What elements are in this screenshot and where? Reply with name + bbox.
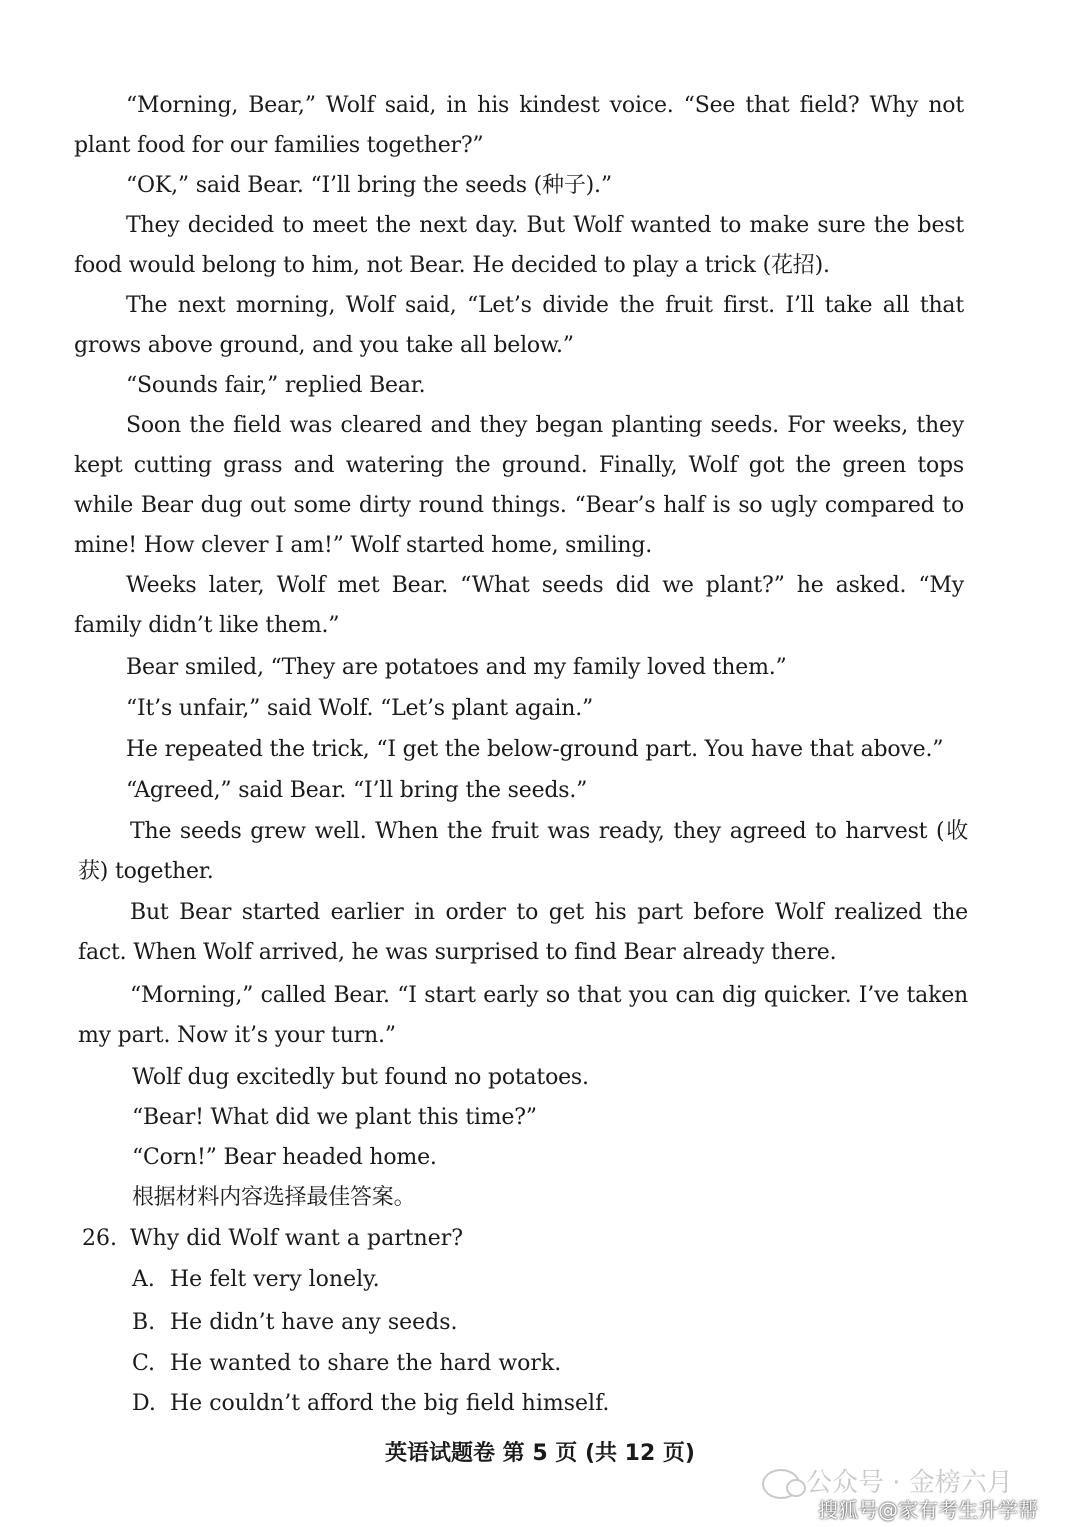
option-text: He wanted to share the hard work. [170, 1351, 562, 1376]
option-text: He felt very lonely. [170, 1267, 380, 1292]
question-number: 26. [82, 1226, 117, 1251]
option-letter: B. [132, 1310, 156, 1335]
watermark-wechat-text: 公众号 · 金榜六月 [806, 1468, 1013, 1498]
page-footer: 英语试题卷 第 5 页 (共 12 页) [385, 1441, 695, 1466]
passage-paragraph-7: Weeks later, Wolf met Bear. “What seeds did we plant?” he asked. “My family didn’t like them.” [74, 573, 964, 638]
passage-paragraph-2: “OK,” said Bear. “I’ll bring the seeds (种子).” [126, 173, 612, 198]
passage-paragraph-10: He repeated the trick, “I get the below-ground part. You have that above.” [126, 737, 944, 762]
passage-paragraph-16: “Bear! What did we plant this time?” [132, 1105, 537, 1130]
option-b[interactable] [132, 1303, 458, 1343]
option-a[interactable] [132, 1260, 380, 1300]
passage-paragraph-13: But Bear started earlier in order to get his part before Wolf realized the fact. When Wolf arrived, he was surprised to find Bear already there. [78, 900, 968, 965]
instruction-text: 根据材料内容选择最佳答案。 [132, 1185, 416, 1210]
passage-paragraph-4: The next morning, Wolf said, “Let’s divide the fruit first. I’ll take all that grows above ground, and you take all below.” [74, 293, 964, 358]
passage-paragraph-15: Wolf dug excitedly but found no potatoes. [132, 1065, 589, 1090]
passage-paragraph-11: “Agreed,” said Bear. “I’ll bring the seeds.” [126, 778, 588, 803]
question-26 [82, 1219, 463, 1259]
passage-paragraph-1: “Morning, Bear,” Wolf said, in his kindest voice. “See that field? Why not plant food for our families together?” [74, 93, 964, 158]
passage-paragraph-3: They decided to meet the next day. But Wolf wanted to make sure the best food would belong to him, not Bear. He decided to play a trick (花招). [74, 213, 964, 278]
passage-paragraph-8: Bear smiled, “They are potatoes and my family loved them.” [126, 655, 787, 680]
option-letter: A. [132, 1267, 155, 1292]
passage-paragraph-12: The seeds grew well. When the fruit was ready, they agreed to harvest (收获) together. [78, 819, 968, 884]
passage-paragraph-14: “Morning,” called Bear. “I start early so that you can dig quicker. I’ve taken my part. Now it’s your turn.” [78, 983, 968, 1048]
passage-paragraph-17: “Corn!” Bear headed home. [132, 1145, 437, 1170]
passage-paragraph-5: “Sounds fair,” replied Bear. [126, 373, 426, 398]
option-c[interactable] [132, 1344, 561, 1384]
option-letter: C. [132, 1351, 156, 1376]
option-d[interactable] [132, 1384, 609, 1424]
passage-paragraph-6: Soon the field was cleared and they began planting seeds. For weeks, they kept cutting grass and watering the ground. Finally, Wolf got the green tops while Bear dug out some dirty round things. “Bear’s half is so ugly compared to mine! How clever I am!” Wolf started home, smiling. [74, 413, 964, 558]
wechat-icon [762, 1469, 800, 1499]
question-text: Why did Wolf want a partner? [130, 1226, 464, 1251]
option-text: He couldn’t afford the big field himself. [170, 1391, 610, 1416]
watermark-sohu: 搜狐号@家有考生升学帮 [818, 1498, 1038, 1522]
option-letter: D. [132, 1391, 156, 1416]
passage-paragraph-9: “It’s unfair,” said Wolf. “Let’s plant again.” [126, 696, 594, 721]
option-text: He didn’t have any seeds. [170, 1310, 458, 1335]
